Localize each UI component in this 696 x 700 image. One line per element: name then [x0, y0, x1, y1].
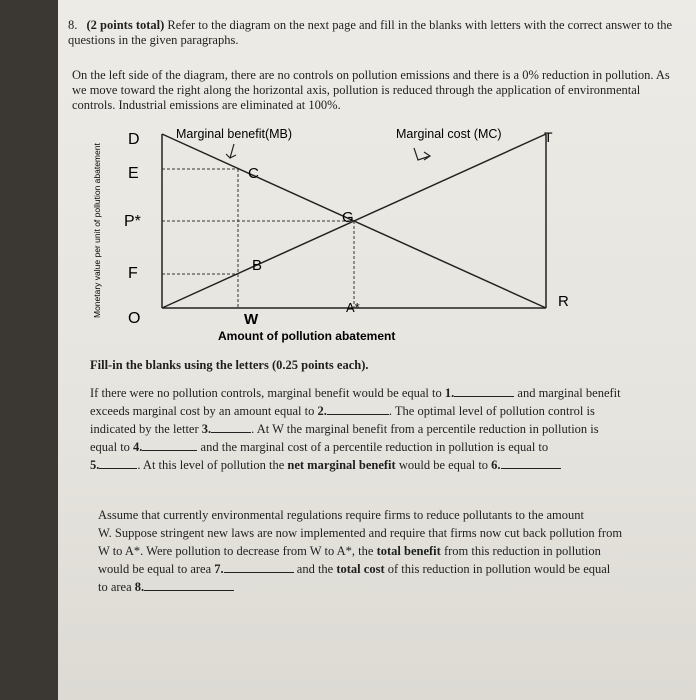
label-R: R — [558, 293, 569, 310]
pollution-diagram — [58, 118, 696, 348]
blank-number-1: 1. — [444, 386, 455, 400]
p1-line-2: exceeds marginal cost by an amount equal to 2. . The optimal level of pollution control is — [90, 404, 595, 418]
question-points: (2 points total) — [86, 18, 165, 32]
blank-1-input[interactable] — [454, 385, 514, 397]
total-benefit-text: total benefit — [376, 544, 441, 558]
blank-8-input[interactable] — [144, 579, 234, 591]
blank-3-input[interactable] — [211, 421, 251, 433]
label-Pstar: P* — [124, 213, 141, 230]
blank-5-input[interactable] — [99, 457, 137, 469]
p2-line-1: Assume that currently environmental regulations require firms to reduce pollutants to the amount — [98, 508, 584, 522]
intro-paragraph: On the left side of the diagram, there are no controls on pollution emissions and there is a 0% reduction in pollution. As we move toward the right along the horizontal axis, pollution is reduced through the application of environmental controls. Industrial emissions are eliminated at 100%. — [72, 68, 670, 112]
blank-6-input[interactable] — [501, 457, 561, 469]
blank-7-input[interactable] — [224, 561, 294, 573]
total-cost-text: total cost — [336, 562, 385, 576]
label-D: D — [128, 131, 140, 148]
x-axis-label: Amount of pollution abatement — [218, 329, 396, 343]
blank-number-3: 3. — [201, 422, 212, 436]
worksheet-page — [58, 0, 696, 700]
question-header — [68, 18, 678, 48]
blank-number-8: 8. — [134, 580, 145, 594]
label-G: G — [342, 209, 354, 226]
blank-number-2: 2. — [317, 404, 327, 418]
diagram-svg — [58, 118, 696, 348]
p2-line-4: would be equal to area 7. and the total cost of this reduction in pollution would be equal — [98, 562, 611, 576]
p2-line-5: to area 8. — [98, 578, 678, 596]
blank-2-input[interactable] — [327, 403, 389, 415]
fill-in-heading: Fill-in the blanks using the letters (0.25 points each). — [90, 358, 369, 372]
net-marginal-benefit-text: net marginal benefit — [287, 458, 396, 472]
p1-line-4: equal to 4. and the marginal cost of a percentile reduction in pollution is equal to — [90, 440, 549, 454]
p1-line-3: indicated by the letter 3. . At W the marginal benefit from a percentile reduction in pollution is — [90, 422, 599, 436]
label-O: O — [128, 310, 141, 327]
label-Astar: A* — [346, 300, 360, 315]
blank-4-input[interactable] — [142, 439, 197, 451]
p2-line-3: W to A*. Were pollution to decrease from W to A*, the total benefit from this reduction in pollution — [98, 544, 601, 558]
label-B: B — [252, 257, 263, 274]
y-axis-label: Monetary value per unit of pollution abatement — [92, 143, 102, 318]
label-T: T — [544, 129, 553, 145]
blank-number-7: 7. — [214, 562, 224, 576]
p2-line-2: W. Suppose stringent new laws are now implemented and require that firms now cut back pollution from — [98, 526, 623, 540]
paragraph-2 — [98, 506, 678, 596]
blank-number-4: 4. — [133, 440, 143, 454]
label-C: C — [248, 165, 259, 182]
p1-line-5: 5. . At this level of pollution the net marginal benefit would be equal to 6. — [90, 456, 690, 474]
label-E: E — [128, 165, 139, 182]
paragraph-1 — [90, 384, 690, 474]
question-text: Refer to the diagram on the next page and fill in the blanks with letters with the correct answer to the questions in the given paragraphs. — [68, 18, 673, 47]
mb-title: Marginal benefit(MB) — [176, 127, 293, 141]
mc-title: Marginal cost (MC) — [396, 127, 502, 141]
mc-pointer-icon — [414, 148, 430, 160]
label-F: F — [128, 265, 138, 282]
p1-line-1: If there were no pollution controls, marginal benefit would be equal to 1. and marginal benefit — [90, 386, 621, 400]
mb-pointer-icon — [226, 144, 236, 158]
label-W: W — [244, 311, 259, 328]
blank-number-6: 6. — [491, 458, 501, 472]
question-number: 8. — [68, 18, 78, 32]
blank-number-5: 5. — [90, 458, 100, 472]
